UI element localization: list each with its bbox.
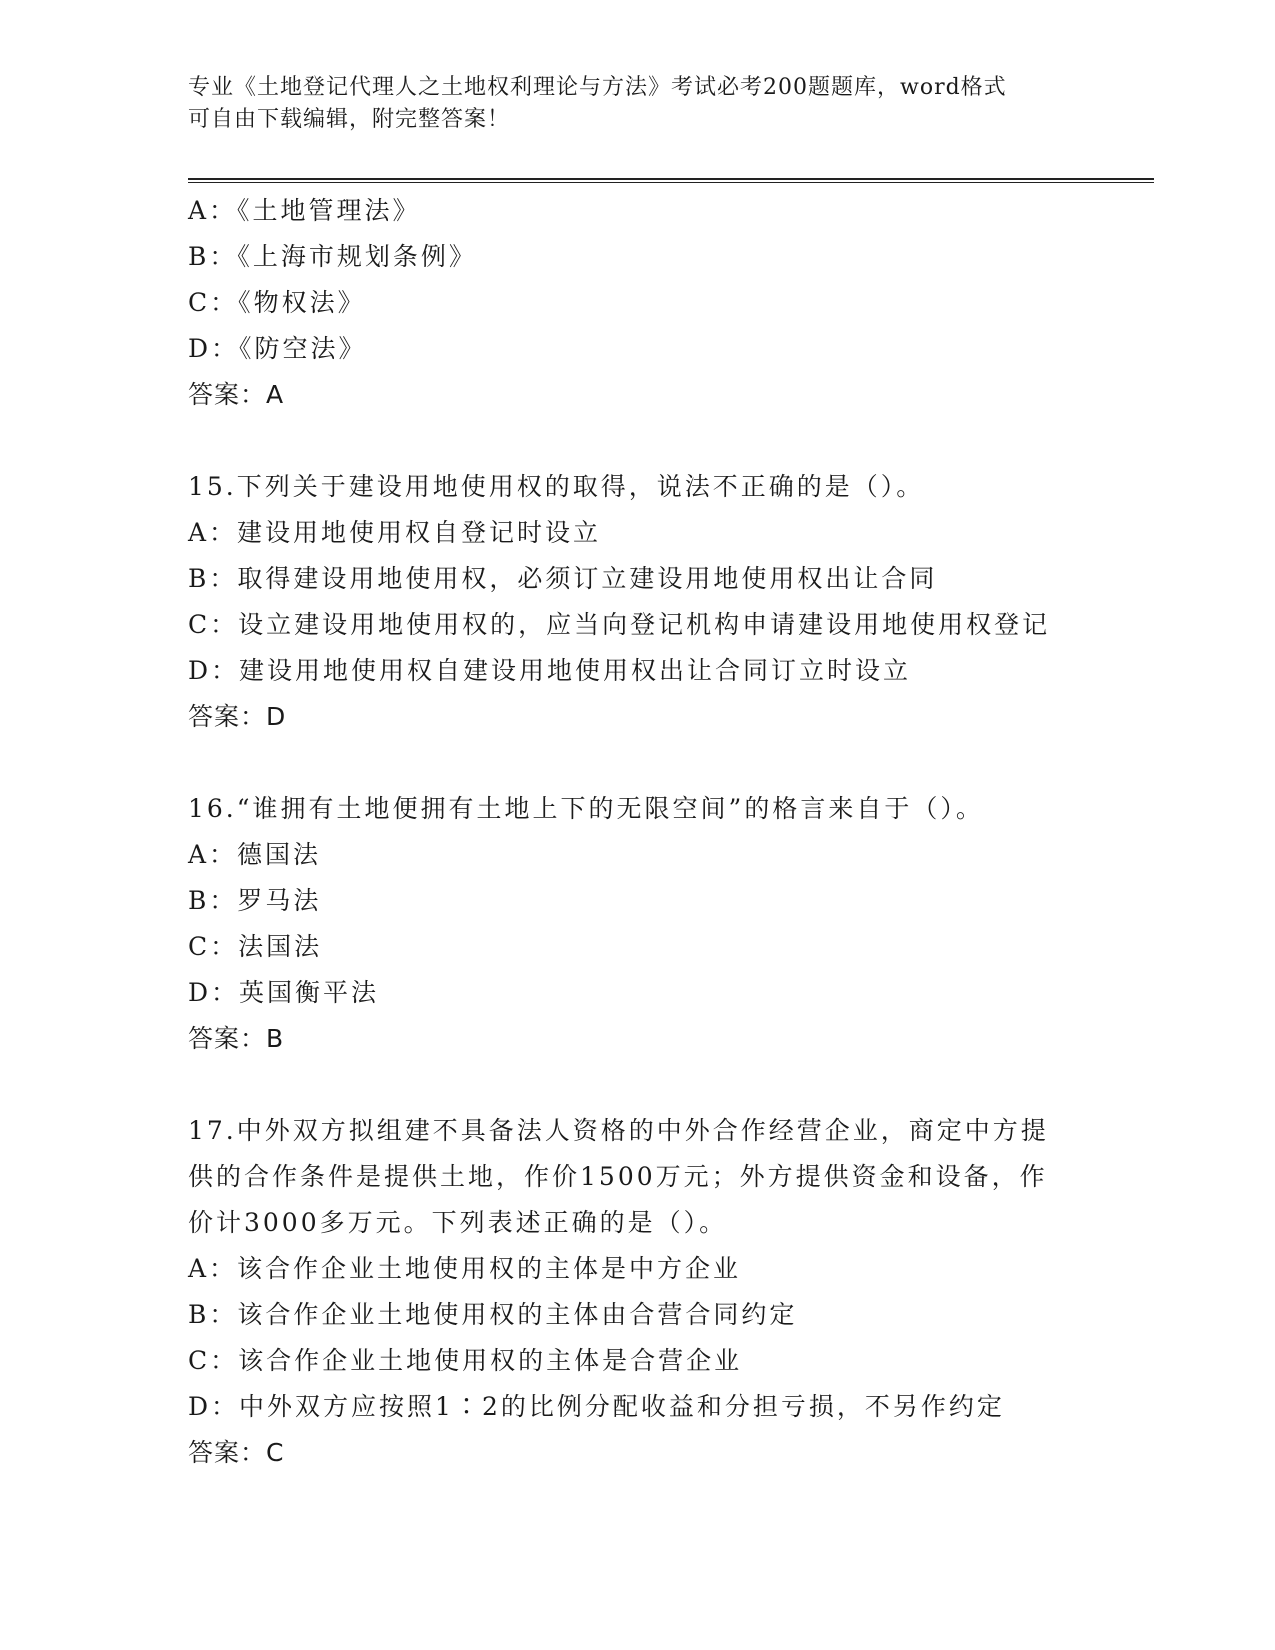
question-stem-line-2: 供的合作条件是提供土地，作价1500万元；外方提供资金和设备，作	[188, 1162, 1048, 1191]
option-c: C：设立建设用地使用权的，应当向登记机构申请建设用地使用权登记	[188, 610, 1051, 639]
question-stem: 16.“谁拥有土地便拥有土地上下的无限空间”的格言来自于（）。	[188, 794, 984, 823]
header-line-2: 可自由下载编辑，附完整答案！	[188, 107, 511, 132]
spacer	[188, 1062, 1088, 1108]
option-d: D：英国衡平法	[188, 978, 380, 1007]
option-a: A：该合作企业土地使用权的主体是中方企业	[188, 1254, 742, 1283]
option-c: C：《物权法》	[188, 288, 366, 317]
option-a: A：建设用地使用权自登记时设立	[188, 518, 602, 547]
option-d: D：建设用地使用权自建设用地使用权出让合同订立时设立	[188, 656, 912, 685]
question-stem: 15.下列关于建设用地使用权的取得，说法不正确的是（）。	[188, 472, 925, 501]
option-d: D：中外双方应按照1∶2的比例分配收益和分担亏损，不另作约定	[188, 1392, 1005, 1421]
document-header	[188, 72, 1088, 136]
question-stem-line-1: 17.中外双方拟组建不具备法人资格的中外合作经营企业，商定中方提	[188, 1116, 1049, 1145]
question-16	[188, 786, 1088, 1062]
spacer	[188, 418, 1088, 464]
option-a: A：《土地管理法》	[188, 196, 421, 225]
spacer	[188, 740, 1088, 786]
header-line-1: 专业《土地登记代理人之土地权利理论与方法》考试必考200题题库，word格式	[188, 75, 1007, 100]
question-15	[188, 464, 1088, 740]
answer: 答案：D	[188, 702, 287, 731]
question-list	[188, 188, 1088, 1476]
header-divider	[188, 178, 1154, 183]
answer: 答案：B	[188, 1024, 285, 1053]
answer: 答案：C	[188, 1438, 285, 1467]
option-a: A：德国法	[188, 840, 322, 869]
answer: 答案：A	[188, 380, 285, 409]
option-b: B：罗马法	[188, 886, 322, 915]
question-stem-line-3: 价计3000多万元。下列表述正确的是（）。	[188, 1208, 728, 1237]
option-d: D：《防空法》	[188, 334, 367, 363]
option-b: B：该合作企业土地使用权的主体由合营合同约定	[188, 1300, 798, 1329]
option-b: B：取得建设用地使用权，必须订立建设用地使用权出让合同	[188, 564, 938, 593]
option-c: C：该合作企业土地使用权的主体是合营企业	[188, 1346, 743, 1375]
option-c: C：法国法	[188, 932, 323, 961]
question-17	[188, 1108, 1088, 1476]
option-b: B：《上海市规划条例》	[188, 242, 477, 271]
question-14	[188, 188, 1088, 418]
